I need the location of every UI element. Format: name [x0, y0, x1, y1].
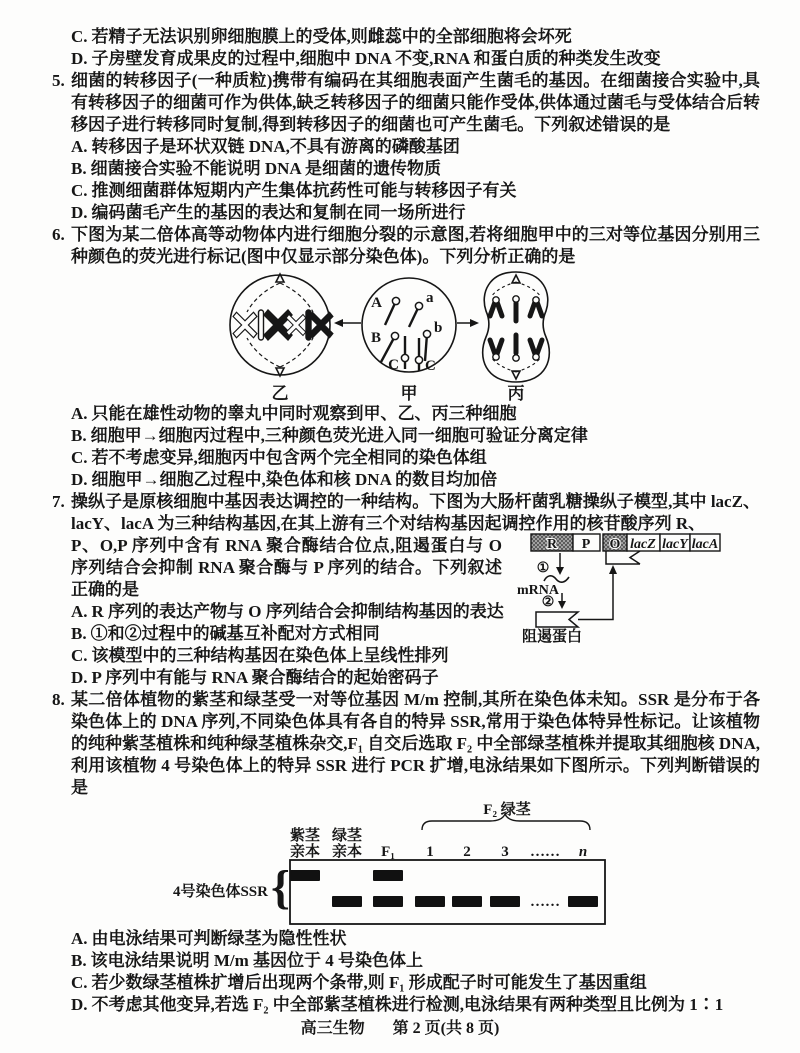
option-row [71, 972, 760, 994]
f2-group-brace [422, 814, 590, 830]
lane-label: F₁ [381, 844, 395, 860]
lane-label: …… [530, 844, 560, 860]
question-number: 8. [52, 690, 65, 709]
option-label: D. [71, 203, 88, 222]
footer-subject: 高三生物 [300, 1020, 365, 1037]
option-row [71, 645, 760, 667]
lane-label: 亲本 [331, 844, 363, 860]
option-label: B. [71, 426, 87, 445]
option-label: D. [71, 995, 88, 1014]
option-text: 该模型中的三种结构基因在染色体上呈线性排列 [91, 646, 449, 665]
option-label: C. [71, 646, 88, 665]
question-number: 5. [52, 71, 65, 90]
option-row [71, 158, 760, 180]
band-dots: …… [530, 894, 560, 910]
operon-box-P: P [581, 537, 591, 552]
option-row [71, 994, 760, 1016]
option-row [71, 48, 760, 70]
option-label: D. [71, 668, 88, 687]
question-number: 6. [52, 225, 65, 244]
mrna-wave [544, 576, 569, 582]
operon-box-O: O [609, 537, 621, 552]
question-stem: 某二倍体植物的紫茎和绿茎受一对等位基因 M/m 控制,其所在染色体未知。SSR 是分布于各染色体上的 DNA 序列,不同染色体具有各自的特异 SSR,常用于染色体特异性标记。让该植物的纯种紫茎植株和纯种绿茎植株杂交,F₁ 自交后选取 F₂ 中全部绿茎植株并提取其细胞核 DNA,利用该植物 4 号染色体上的特异 SSR 进行 PCR 扩增,电泳结果如下图所示。下列判断错误的是 [71, 690, 760, 797]
option-row [71, 180, 760, 202]
option-row [71, 469, 760, 491]
ssr-row-brace: { [271, 861, 290, 914]
f2-green-group-label: F₂ 绿茎 [483, 802, 531, 818]
option-row [71, 667, 760, 689]
question-stem-part2: P、O,P 序列中含有 RNA 聚合酶结合位点,阻遏蛋白与 O 序列结合会抑制 RNA 聚合酶与 P 序列的结合。下列叙述正确的是 [71, 536, 502, 599]
gene-label: C [425, 358, 436, 374]
option-text: 细菌接合实验不能说明 DNA 是细菌的遗传物质 [90, 159, 441, 178]
operon-box-lacA: lacA [691, 537, 719, 552]
option-text: 细胞甲→细胞乙过程中,染色体和核 DNA 的数目均加倍 [91, 470, 498, 489]
option-row [71, 950, 760, 972]
lane-label: 2 [463, 844, 471, 860]
cell-yi [230, 274, 333, 376]
option-row [71, 928, 760, 950]
lac-operon-diagram [516, 531, 726, 643]
option-label: C. [71, 181, 88, 200]
question-stem-part1: 操纵子是原核细胞中基因表达调控的一种结构。下图为大肠杆菌乳糖操纵子模型,其中 lacZ、lacY、lacA 为三种结构基因,在其上游有三个对结构基因起调控作用的核苷酸序列 R、 [71, 492, 760, 533]
option-row [71, 202, 760, 224]
option-label: D. [71, 470, 88, 489]
option-text: 若精子无法识别卵细胞膜上的受体,则雌蕊中的全部细胞将会坏死 [91, 27, 572, 46]
step-2-label: ② [541, 595, 555, 610]
option-text: 转移因子是环状双链 DNA,不具有游离的磷酸基团 [91, 137, 460, 156]
option-label: C. [71, 973, 88, 992]
option-row [71, 403, 760, 425]
cell-bing [483, 272, 550, 382]
cell-label-bing: 丙 [507, 384, 525, 403]
option-row [71, 447, 760, 469]
arrow-to-bing [457, 319, 479, 327]
option-row [71, 136, 760, 158]
lane-label: 紫茎 [289, 828, 321, 844]
lane-label: 3 [501, 844, 509, 860]
lane-label: n [578, 844, 588, 860]
operon-box-R: R [546, 537, 558, 552]
mrna-label: mRNA [517, 583, 559, 598]
option-label: B. [71, 951, 87, 970]
question-8 [54, 689, 760, 1016]
option-label: A. [71, 404, 88, 423]
lane-label: 1 [426, 844, 434, 860]
question-stem: 细菌的转移因子(一种质粒)携带有编码在其细胞表面产生菌毛的基因。在细菌接合实验中,具有转移因子的细菌可作为供体,缺乏转移因子的细菌只能作受体,供体通过菌毛与受体结合后转移因子进行转移同时复制,得到转移因子的细菌也可产生菌毛。下列叙述错误的是 [71, 71, 760, 134]
question-stem: 下图为某二倍体高等动物体内进行细胞分裂的示意图,若将细胞甲中的三对等位基因分别用三种颜色的荧光进行标记(图中仅显示部分染色体)。下列分析正确的是 [71, 225, 760, 266]
option-row [71, 425, 760, 447]
option-text: 若不考虑变异,细胞丙中包含两个完全相同的染色体组 [91, 448, 487, 467]
gene-label: C [388, 357, 399, 373]
step-1-label: ① [536, 561, 550, 576]
option-text: 细胞甲→细胞丙过程中,三种颜色荧光进入同一细胞可验证分离定律 [90, 426, 588, 445]
repressor-protein [536, 612, 578, 627]
lane-label: 亲本 [289, 844, 321, 860]
option-text: 编码菌毛产生的基因的表达和复制在同一场所进行 [91, 203, 466, 222]
lane-label: 绿茎 [331, 828, 363, 844]
gene-label: b [434, 320, 443, 336]
option-label: D. [71, 49, 88, 68]
question-7 [54, 491, 760, 689]
question-6 [54, 224, 760, 491]
operon-box-lacZ: lacZ [630, 537, 656, 552]
option-label: B. [71, 159, 87, 178]
option-text: 不考虑其他变异,若选 F₂ 中全部紫茎植株进行检测,电泳结果有两种类型且比例为 1∶1 [91, 995, 724, 1014]
cell-jia [362, 278, 456, 374]
translation-arrow [558, 593, 566, 609]
option-text: 只能在雄性动物的睾丸中同时观察到甲、乙、丙三种细胞 [91, 404, 517, 423]
option-text: P 序列中有能与 RNA 聚合酶结合的起始密码子 [91, 668, 439, 687]
gene-label: B [370, 330, 381, 346]
option-text: 推测细菌群体短期内产生集体抗药性可能与转移因子有关 [91, 181, 517, 200]
question-4-options [71, 26, 760, 70]
option-label: C. [71, 27, 88, 46]
gel-box [290, 860, 605, 924]
ssr-row-label: 4号染色体SSR [172, 884, 268, 900]
option-text: R 序列的表达产物与 O 序列结合会抑制结构基因的表达 [91, 602, 504, 621]
option-row [71, 26, 760, 48]
footer-page-number: 第 2 页(共 8 页) [392, 1020, 500, 1037]
page-footer [0, 1018, 800, 1040]
option-label: C. [71, 448, 88, 467]
operon-box-lacY: lacY [662, 537, 688, 552]
question-number: 7. [52, 492, 65, 511]
option-text: ①和②过程中的碱基互补配对方式相同 [90, 624, 380, 643]
option-text: 若少数绿茎植株扩增后出现两个条带,则 F₁ 形成配子时可能发生了基因重组 [91, 973, 647, 992]
option-label: A. [71, 602, 88, 621]
arrow-to-yi [334, 319, 361, 327]
option-text: 由电泳结果可判断绿茎为隐性性状 [91, 929, 347, 948]
gene-label: A [371, 295, 382, 311]
transcription-arrow [556, 553, 564, 575]
option-label: A. [71, 137, 88, 156]
gel-electrophoresis-diagram [150, 800, 620, 926]
option-text: 该电泳结果说明 M/m 基因位于 4 号染色体上 [90, 951, 424, 970]
repressor-binding-arrow [578, 565, 617, 620]
option-label: B. [71, 624, 87, 643]
cell-label-jia: 甲 [400, 384, 418, 403]
repressor-label: 阻遏蛋白 [522, 629, 583, 643]
cell-division-diagram [183, 268, 623, 403]
gene-label: a [426, 290, 434, 306]
option-text: 子房壁发育成果皮的过程中,细胞中 DNA 不变,RNA 和蛋白质的种类发生改变 [91, 49, 661, 68]
question-5 [54, 70, 760, 224]
option-label: A. [71, 929, 88, 948]
operator-binding-site [606, 551, 640, 564]
cell-label-yi: 乙 [271, 384, 289, 403]
